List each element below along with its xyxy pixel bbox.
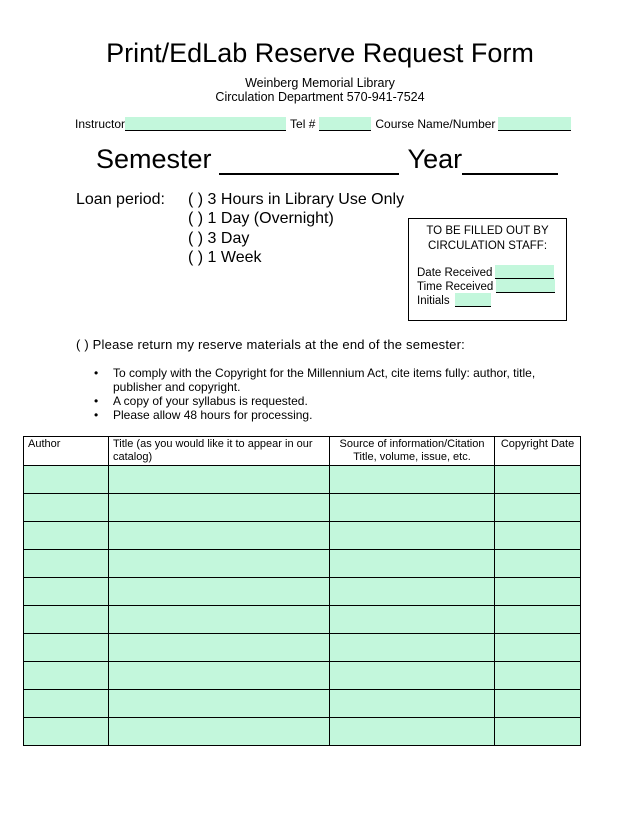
reserve-items-table	[23, 436, 581, 746]
copyright-date-cell[interactable]	[495, 634, 581, 662]
title-cell[interactable]	[109, 718, 330, 746]
list-item: • Please allow 48 hours for processing.	[94, 408, 313, 422]
author-cell[interactable]	[24, 690, 109, 718]
circulation-staff-box	[408, 218, 567, 321]
source-cell[interactable]	[330, 578, 495, 606]
initials-label: Initials	[417, 295, 450, 307]
return-materials-option[interactable]: ( ) Please return my reserve materials at the end of the semester:	[76, 337, 465, 352]
title-cell[interactable]	[109, 522, 330, 550]
table-header-row	[24, 437, 581, 466]
list-item: • To comply with the Copyright for the Millennium Act, cite items fully: author, title, publisher and copyright.	[94, 366, 536, 394]
year-field[interactable]	[462, 149, 558, 175]
initials-field[interactable]	[455, 293, 491, 307]
source-cell[interactable]	[330, 550, 495, 578]
initials-row	[417, 293, 491, 307]
author-cell[interactable]	[24, 494, 109, 522]
date-received-label: Date Received	[417, 267, 493, 279]
author-cell[interactable]	[24, 550, 109, 578]
table-row	[24, 606, 581, 634]
copyright-date-cell[interactable]	[495, 690, 581, 718]
author-cell[interactable]	[24, 634, 109, 662]
table-row	[24, 690, 581, 718]
table-row	[24, 466, 581, 494]
year-label: Year	[407, 144, 463, 174]
header-title: Title (as you would like it to appear in our catalog)	[109, 437, 330, 466]
semester-year-row	[96, 144, 558, 175]
author-cell[interactable]	[24, 662, 109, 690]
loan-period-label: Loan period:	[76, 191, 165, 208]
instructor-row	[75, 117, 571, 131]
title-cell[interactable]	[109, 634, 330, 662]
source-cell[interactable]	[330, 690, 495, 718]
table-row	[24, 578, 581, 606]
loan-option-3-hours[interactable]: ( ) 3 Hours in Library Use Only	[188, 191, 405, 208]
source-cell[interactable]	[330, 606, 495, 634]
header-author: Author	[24, 437, 109, 466]
title-cell[interactable]	[109, 578, 330, 606]
table-row	[24, 662, 581, 690]
time-received-field[interactable]	[496, 279, 555, 293]
instructor-field[interactable]	[125, 117, 286, 131]
title-cell[interactable]	[109, 606, 330, 634]
title-cell[interactable]	[109, 550, 330, 578]
loan-option-1-day[interactable]: ( ) 1 Day (Overnight)	[188, 210, 334, 227]
department-line: Circulation Department 570-941-7524	[215, 90, 425, 104]
copyright-date-cell[interactable]	[495, 522, 581, 550]
semester-field[interactable]	[219, 149, 399, 175]
source-cell[interactable]	[330, 718, 495, 746]
table-row	[24, 522, 581, 550]
title-cell[interactable]	[109, 662, 330, 690]
copyright-date-cell[interactable]	[495, 662, 581, 690]
copyright-date-cell[interactable]	[495, 606, 581, 634]
source-cell[interactable]	[330, 522, 495, 550]
instructions-list	[94, 366, 554, 422]
date-received-field[interactable]	[495, 265, 554, 279]
semester-label: Semester	[96, 144, 212, 174]
title-cell[interactable]	[109, 690, 330, 718]
source-cell[interactable]	[330, 634, 495, 662]
loan-option-3-day[interactable]: ( ) 3 Day	[188, 230, 250, 247]
bullet-icon: •	[94, 366, 99, 380]
time-received-label: Time Received	[417, 281, 494, 293]
tel-field[interactable]	[319, 117, 371, 131]
source-cell[interactable]	[330, 662, 495, 690]
bullet-icon: •	[94, 394, 99, 408]
staff-box-heading-1: TO BE FILLED OUT BY	[426, 225, 549, 237]
table-row	[24, 634, 581, 662]
table-row	[24, 718, 581, 746]
title-cell[interactable]	[109, 466, 330, 494]
copyright-date-cell[interactable]	[495, 718, 581, 746]
source-cell[interactable]	[330, 494, 495, 522]
author-cell[interactable]	[24, 718, 109, 746]
author-cell[interactable]	[24, 522, 109, 550]
table-row	[24, 550, 581, 578]
source-cell[interactable]	[330, 466, 495, 494]
library-name: Weinberg Memorial Library	[245, 76, 395, 90]
copyright-date-cell[interactable]	[495, 466, 581, 494]
author-cell[interactable]	[24, 466, 109, 494]
tel-label: Tel #	[290, 117, 316, 131]
course-field[interactable]	[498, 117, 571, 131]
list-item: • A copy of your syllabus is requested.	[94, 394, 308, 408]
instructor-label: Instructor	[75, 117, 126, 131]
author-cell[interactable]	[24, 578, 109, 606]
course-label: Course Name/Number	[375, 117, 496, 131]
header-source: Source of information/Citation Title, volume, issue, etc.	[330, 437, 495, 466]
title-cell[interactable]	[109, 494, 330, 522]
date-received-row	[417, 265, 554, 279]
copyright-date-cell[interactable]	[495, 550, 581, 578]
bullet-icon: •	[94, 408, 99, 422]
time-received-row	[417, 279, 555, 293]
author-cell[interactable]	[24, 606, 109, 634]
copyright-date-cell[interactable]	[495, 494, 581, 522]
staff-box-heading-2: CIRCULATION STAFF:	[427, 240, 548, 252]
table-row	[24, 494, 581, 522]
header-copyright-date: Copyright Date	[495, 437, 581, 466]
loan-option-1-week[interactable]: ( ) 1 Week	[188, 249, 262, 266]
copyright-date-cell[interactable]	[495, 578, 581, 606]
form-title: Print/EdLab Reserve Request Form	[106, 38, 534, 68]
